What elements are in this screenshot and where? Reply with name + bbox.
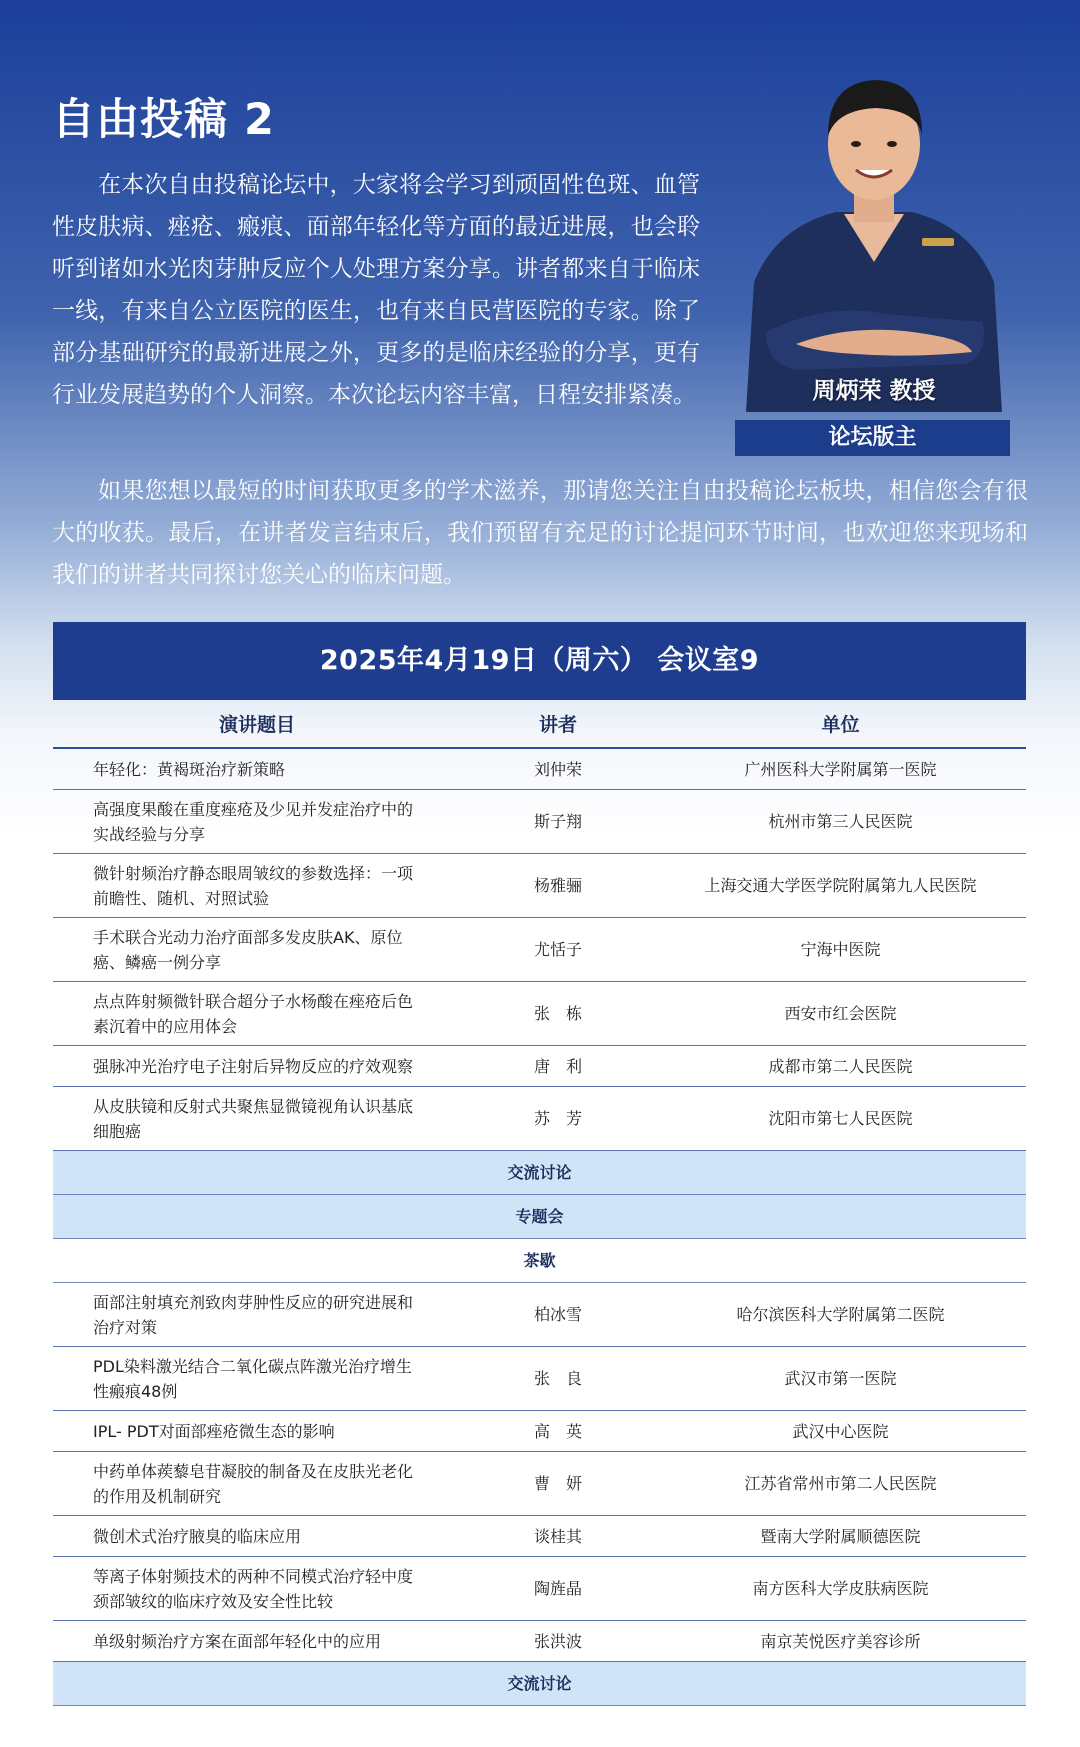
- table-row: [53, 1411, 1026, 1452]
- page-title: 自由投稿 2: [52, 95, 275, 145]
- band-row-tea: [53, 1239, 1026, 1283]
- talk-speaker: 刘仲荣: [461, 748, 655, 790]
- talk-topic: PDL染料激光结合二氧化碳点阵激光治疗增生性瘢痕48例: [53, 1347, 461, 1411]
- talk-topic: 年轻化：黄褐斑治疗新策略: [53, 748, 461, 790]
- talk-topic: 微创术式治疗腋臭的临床应用: [53, 1516, 461, 1557]
- talk-topic: 微针射频治疗静态眼周皱纹的参数选择：一项前瞻性、随机、对照试验: [53, 854, 461, 918]
- talk-topic: 单级射频治疗方案在面部年轻化中的应用: [53, 1621, 461, 1662]
- talk-topic: 强脉冲光治疗电子注射后异物反应的疗效观察: [53, 1046, 461, 1087]
- table-header-row: [53, 700, 1026, 748]
- table-row: [53, 1621, 1026, 1662]
- table-row: [53, 1046, 1026, 1087]
- table-row: [53, 1557, 1026, 1621]
- talk-topic: IPL- PDT对面部痤疮微生态的影响: [53, 1411, 461, 1452]
- talk-unit: 宁海中医院: [655, 918, 1026, 982]
- band-label: 专题会: [53, 1195, 1026, 1239]
- talk-speaker: 唐 利: [461, 1046, 655, 1087]
- talk-speaker: 苏 芳: [461, 1087, 655, 1151]
- host-portrait: [736, 52, 1012, 412]
- band-row-special: [53, 1195, 1026, 1239]
- talk-unit: 江苏省常州市第二人民医院: [655, 1452, 1026, 1516]
- table-row: [53, 1516, 1026, 1557]
- table-row: [53, 1283, 1026, 1347]
- table-row: [53, 1452, 1026, 1516]
- intro-paragraph-1: 在本次自由投稿论坛中，大家将会学习到顽固性色斑、血管性皮肤病、痤疮、瘢痕、面部年轻化等方面的最近进展，也会聆听到诸如水光肉芽肿反应个人处理方案分享。讲者都来自于临床一线，有来自公立医院的医生，也有来自民营医院的专家。除了部分基础研究的最新进展之外，更多的是临床经验的分享，更有行业发展趋势的个人洞察。本次论坛内容丰富，日程安排紧凑。: [52, 172, 700, 408]
- column-topic: 演讲题目: [53, 700, 461, 748]
- band-label: 交流讨论: [53, 1662, 1026, 1706]
- talk-speaker: 高 英: [461, 1411, 655, 1452]
- band-label: 茶歇: [53, 1239, 1026, 1283]
- talk-unit: 哈尔滨医科大学附属第二医院: [655, 1283, 1026, 1347]
- intro-paragraph-2: 如果您想以最短的时间获取更多的学术滋养，那请您关注自由投稿论坛板块，相信您会有很大的收获。最后，在讲者发言结束后，我们预留有充足的讨论提问环节时间，也欢迎您来现场和我们的讲者共同探讨您关心的临床问题。: [52, 478, 1028, 588]
- talk-speaker: 杨雅骊: [461, 854, 655, 918]
- talk-unit: 暨南大学附属顺德医院: [655, 1516, 1026, 1557]
- talk-speaker: 张 良: [461, 1347, 655, 1411]
- talk-unit: 西安市红会医院: [655, 982, 1026, 1046]
- table-row: [53, 748, 1026, 790]
- talk-speaker: 陶旌晶: [461, 1557, 655, 1621]
- talk-unit: 南京芙悦医疗美容诊所: [655, 1621, 1026, 1662]
- table-row: [53, 1087, 1026, 1151]
- talk-unit: 上海交通大学医学院附属第九人民医院: [655, 854, 1026, 918]
- talk-unit: 武汉市第一医院: [655, 1347, 1026, 1411]
- talk-topic: 手术联合光动力治疗面部多发皮肤AK、原位癌、鳞癌一例分享: [53, 918, 461, 982]
- talk-topic: 高强度果酸在重度痤疮及少见并发症治疗中的实战经验与分享: [53, 790, 461, 854]
- host-name: 周炳荣 教授: [812, 378, 936, 404]
- talk-unit: 广州医科大学附属第一医院: [655, 748, 1026, 790]
- talk-speaker: 曹 妍: [461, 1452, 655, 1516]
- talk-unit: 南方医科大学皮肤病医院: [655, 1557, 1026, 1621]
- talk-topic: 中药单体蒺藜皂苷凝胶的制备及在皮肤光老化的作用及机制研究: [53, 1452, 461, 1516]
- table-row: [53, 854, 1026, 918]
- talk-topic: 点点阵射频微针联合超分子水杨酸在痤疮后色素沉着中的应用体会: [53, 982, 461, 1046]
- band-row-discussion: [53, 1151, 1026, 1195]
- talk-speaker: 张洪波: [461, 1621, 655, 1662]
- column-speaker: 讲者: [461, 700, 655, 748]
- talk-unit: 成都市第二人民医院: [655, 1046, 1026, 1087]
- talk-speaker: 斯子翔: [461, 790, 655, 854]
- talk-unit: 武汉中心医院: [655, 1411, 1026, 1452]
- table-row: [53, 982, 1026, 1046]
- column-unit: 单位: [655, 700, 1026, 748]
- talk-speaker: 柏冰雪: [461, 1283, 655, 1347]
- schedule-table: [53, 700, 1026, 1706]
- talk-speaker: 尤恬子: [461, 918, 655, 982]
- talk-topic: 从皮肤镜和反射式共聚焦显微镜视角认识基底细胞癌: [53, 1087, 461, 1151]
- table-row: [53, 918, 1026, 982]
- talk-topic: 面部注射填充剂致肉芽肿性反应的研究进展和治疗对策: [53, 1283, 461, 1347]
- talk-unit: 杭州市第三人民医院: [655, 790, 1026, 854]
- band-row-discussion: [53, 1662, 1026, 1706]
- session-header: 2025年4月19日（周六） 会议室9: [53, 622, 1026, 700]
- host-role-badge: 论坛版主: [735, 420, 1010, 456]
- table-row: [53, 1347, 1026, 1411]
- talk-speaker: 谈桂其: [461, 1516, 655, 1557]
- table-row: [53, 790, 1026, 854]
- talk-speaker: 张 栋: [461, 982, 655, 1046]
- talk-topic: 等离子体射频技术的两种不同模式治疗轻中度颈部皱纹的临床疗效及安全性比较: [53, 1557, 461, 1621]
- band-label: 交流讨论: [53, 1151, 1026, 1195]
- talk-unit: 沈阳市第七人民医院: [655, 1087, 1026, 1151]
